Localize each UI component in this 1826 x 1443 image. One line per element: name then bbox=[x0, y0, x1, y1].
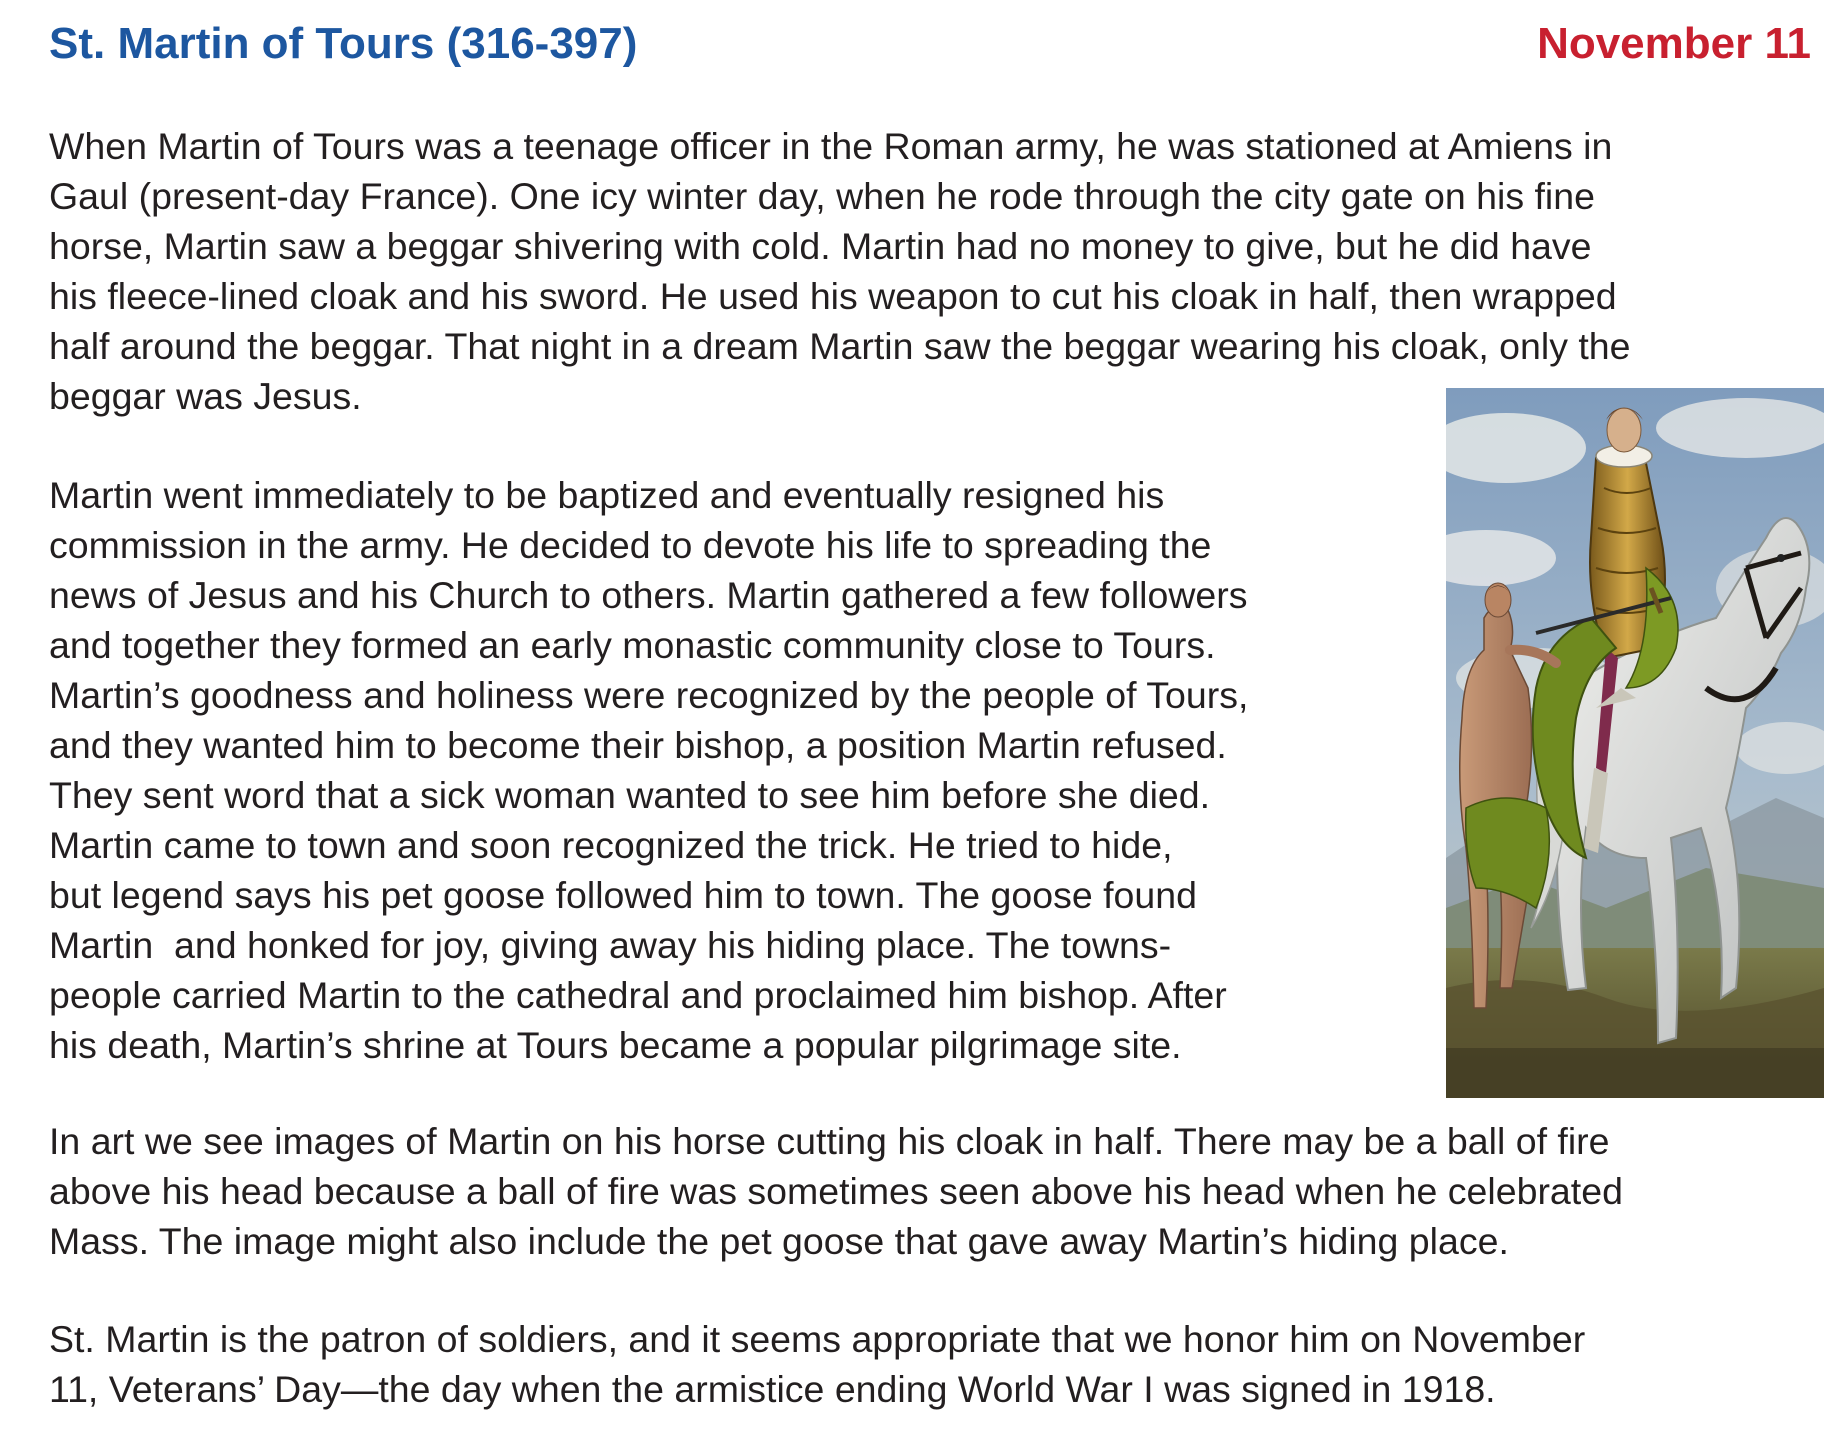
paragraph-story: When Martin of Tours was a teenage officer in the Roman army, he was stationed at Amiens in Gaul (present-day France). One icy winter day, when he rode through the city gate on his fine horse, Martin saw a beggar shivering with cold. Martin had no money to give, but he did have his fleece-lined cloak and his sword. He used his weapon to cut his cloak in half, then wrapped half around the beggar. That night in a dream Martin saw the beggar wearing his cloak, only the beggar was Jesus. bbox=[49, 125, 1631, 417]
page-title: St. Martin of Tours (316-397) bbox=[49, 19, 638, 68]
paragraph-patron: St. Martin is the patron of soldiers, and it seems appropriate that we honor him on November 11, Veterans’ Day—the day when the armistice ending World War I was signed in 1918. bbox=[49, 1318, 1586, 1410]
paragraph-art: In art we see images of Martin on his horse cutting his cloak in half. There may be a ball of fire above his head because a ball of fire was sometimes seen above his head when he celebrated Mass. The image might also include the pet goose that gave away Martin’s hiding place. bbox=[49, 1120, 1623, 1262]
feast-date: November 11 bbox=[1537, 19, 1811, 68]
paragraph-bishop: Martin went immediately to be baptized and eventually resigned his commission in the army. He decided to devote his life to spreading the news of Jesus and his Church to others. Martin gathered a few followers and together they formed an early monastic community close to Tours. Martin’s goodness and holiness were recognized by the people of Tours, and they wanted him to become their bishop, a position Martin refused. They sent word that a sick woman wanted to see him before she died. Martin came to town and soon recognized the trick. He tried to hide, but legend says his pet goose followed him to town. The goose found Martin and honked for joy, giving away his hiding place. The towns- people carried Martin to the cathedral and proclaimed him bishop. After his death, Martin’s shrine at Tours became a popular pilgrimage site. bbox=[49, 474, 1249, 1066]
page-header bbox=[49, 14, 1811, 74]
saint-martin-painting bbox=[1446, 388, 1824, 1098]
